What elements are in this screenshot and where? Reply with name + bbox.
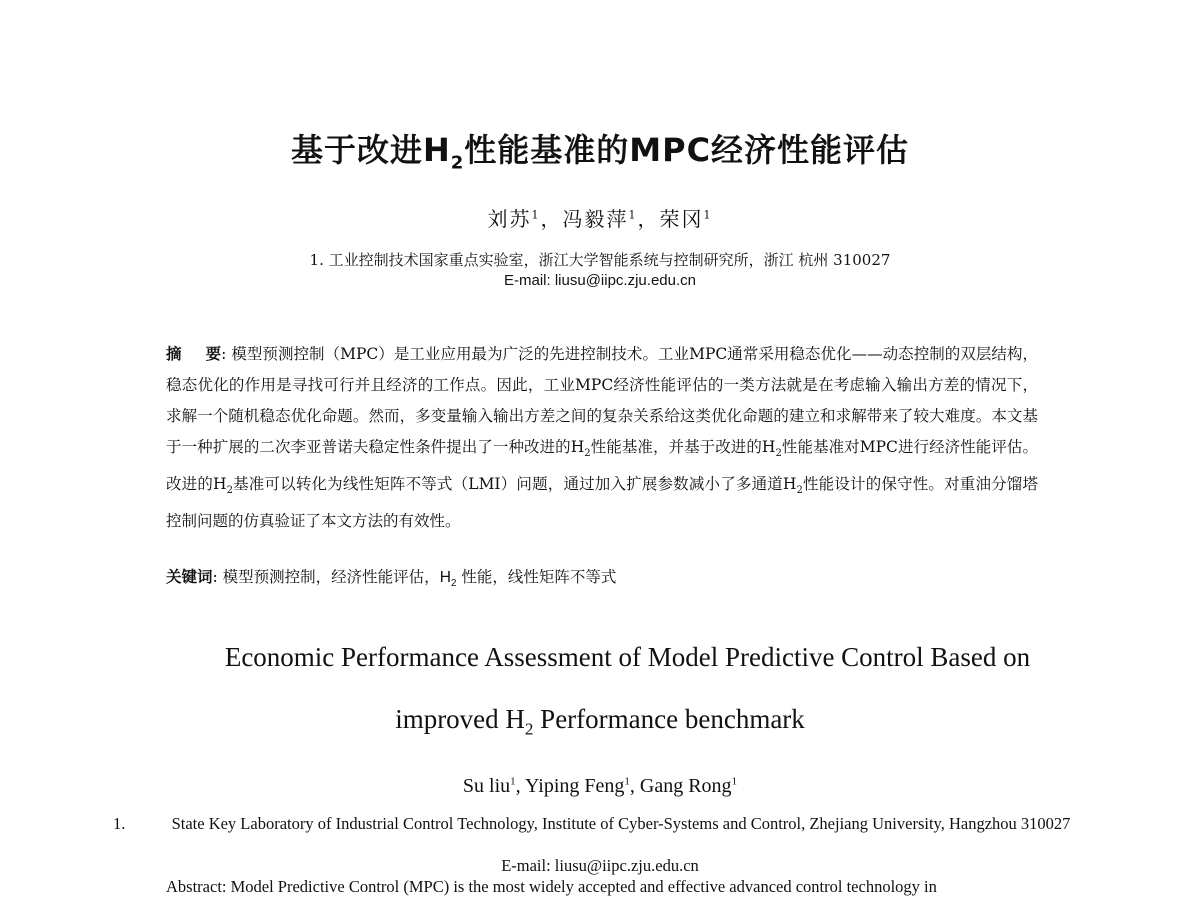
chinese-title: [0, 125, 1200, 173]
abstract-label-char: 要: [205, 345, 222, 363]
author-separator: ，: [637, 207, 660, 231]
chinese-author-affiliation-mark: 1: [703, 208, 713, 222]
keywords-text: H: [439, 569, 451, 586]
author-separator: ，: [540, 207, 563, 231]
english-affiliation-number: 1.: [113, 814, 126, 833]
abstract-text: 性能基准对MPC进行经济性能评估。改进的H: [166, 438, 1038, 494]
keywords-colon: :: [212, 568, 223, 586]
english-affiliation: State Key Laboratory of Industrial Control Technology, Institute of Cyber-Systems and Control, Zhejiang University, Hangzhou 310027: [171, 814, 1071, 833]
abstract-text: 模型预测控制（MPC）是工业应用最为广泛的先进控制技术。工业MPC通常采用稳态优化——动态控制的双层结构，稳态优化的作用是寻找可行并且经济的工作点。因此，工业MPC经济性能评估的一类方法就是在考虑输入输出方差的情况下，求解一个随机稳态优化命题。然而，多变量输入输出方差之间的复杂关系给这类优化命题的建立和求解带来了较大难度。本文基于一种扩展的二次李亚普诺夫稳定性条件提出了一种改进的H: [166, 345, 1038, 456]
english-author: Gang Rong: [639, 775, 732, 797]
keywords-subscript: 2: [450, 578, 457, 590]
chinese-title-subscript: 2: [450, 152, 465, 174]
abstract-subscript: 2: [226, 485, 233, 497]
english-title-part: Performance benchmark: [533, 704, 805, 734]
english-email: E-mail: liusu@iipc.zju.edu.cn: [501, 856, 699, 875]
abstract-label-char: 摘: [166, 345, 182, 363]
abstract-text: 基准可以转化为线性矩阵不等式（LMI）问题，通过加入扩展参数减小了多通道H: [232, 475, 797, 494]
keywords-text: 模型预测控制，经济性能评估，: [222, 568, 440, 586]
english-author-affiliation-mark: 1: [624, 775, 630, 788]
abstract-label: [166, 345, 221, 363]
chinese-author-affiliation-mark: 1: [531, 208, 541, 222]
english-authors: [0, 775, 1200, 798]
keywords-text: 性能，线性矩阵不等式: [456, 568, 617, 586]
abstract-text: 性能基准，并基于改进的H: [590, 438, 776, 456]
chinese-title-part: 性能基准的MPC经济性能评估: [464, 131, 910, 169]
english-author-affiliation-mark: 1: [510, 775, 516, 788]
chinese-abstract: [166, 339, 1038, 537]
chinese-affiliation: 1. 工业控制技术国家重点实验室，浙江大学智能系统与控制研究所，浙江 杭州 310027: [309, 251, 891, 269]
abstract-subscript: 2: [796, 485, 803, 497]
english-author: Su liu: [462, 775, 511, 797]
author-separator: ,: [515, 775, 525, 797]
chinese-author: 冯毅萍: [562, 207, 629, 231]
chinese-authors: [0, 203, 1200, 232]
chinese-title-part: 基于改进H: [290, 131, 451, 169]
english-title-part: improved H: [395, 704, 525, 734]
chinese-author: 刘苏: [487, 207, 532, 231]
chinese-author: 荣冈: [659, 207, 704, 231]
english-title-line2: [0, 704, 1200, 739]
english-title-subscript: 2: [524, 719, 534, 739]
english-title-line1: Economic Performance Assessment of Model Predictive Control Based on: [224, 642, 1031, 672]
english-author: Yiping Feng: [524, 775, 625, 797]
chinese-author-affiliation-mark: 1: [628, 208, 638, 222]
author-separator: ,: [629, 775, 640, 797]
chinese-keywords: [166, 565, 1038, 589]
english-abstract: Abstract: Model Predictive Control (MPC) is the most widely accepted and effective advanced control technology in: [166, 877, 937, 896]
abstract-subscript: 2: [584, 448, 591, 460]
abstract-text: 性能设计的保守性。对重油分馏塔控制问题的仿真验证了本文方法的有效性。: [166, 475, 1038, 531]
english-author-affiliation-mark: 1: [731, 775, 738, 788]
abstract-colon: :: [221, 345, 232, 363]
abstract-subscript: 2: [775, 448, 782, 460]
chinese-email: E-mail: liusu@iipc.zju.edu.cn: [504, 272, 696, 289]
keywords-label: 关键词: [166, 568, 213, 586]
